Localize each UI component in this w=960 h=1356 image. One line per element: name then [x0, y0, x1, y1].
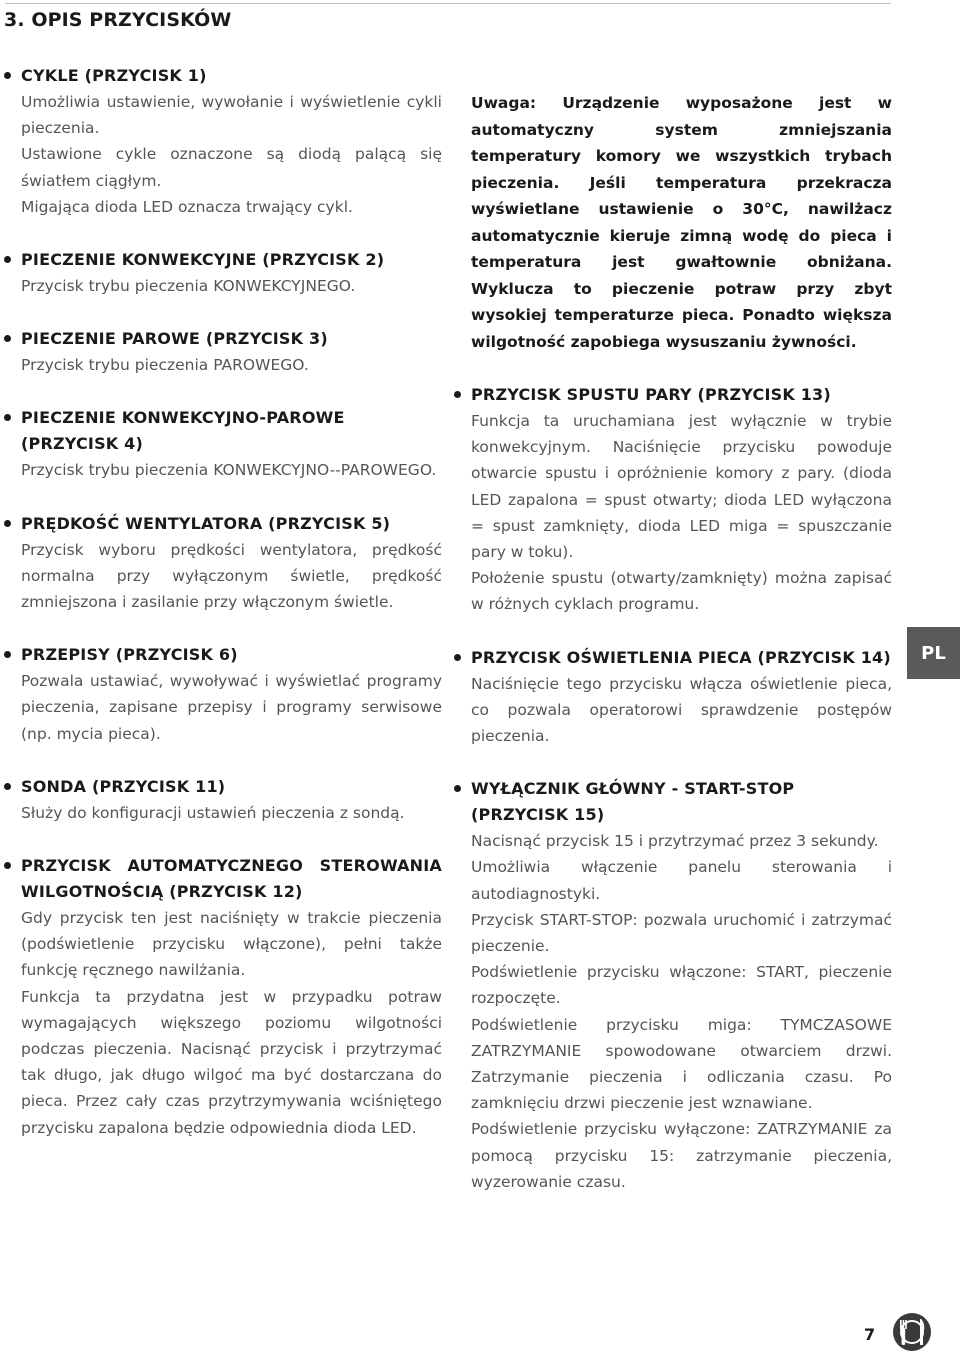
item-text: Umożliwia ustawienie, wywołanie i wyświetlenie cykli pieczenia.: [21, 93, 442, 138]
item-konwekcyjne: [4, 247, 442, 299]
item-text: Przycisk START-STOP: pozwala uruchomić i zatrzymać pieczenie.: [471, 910, 892, 956]
item-text: Podświetlenie przycisku miga: TYMCZASOWE ZATRZYMANIE spowodowane otwarciem drzwi. Zatrzymanie pieczenia i odliczania czasu. Po zamknięciu drzwi pieczenie jest wznawiane.: [471, 1015, 892, 1113]
item-title: PRZYCISK OŚWIETLENIA PIECA (PRZYCISK 14): [471, 647, 891, 667]
item-sonda: [4, 774, 442, 826]
item-text: Pozwala ustawiać, wywoływać i wyświetlać programy pieczenia, zapisane przepisy i programy serwisowe (np. mycia pieca).: [21, 672, 442, 743]
item-wentylator: [4, 511, 442, 616]
item-text: Gdy przycisk ten jest naciśnięty w trakcie pieczenia (podświetlenie przycisku włączone), pełni także funkcję ręcznego nawilżania.: [21, 909, 442, 980]
item-title: PIECZENIE KONWEKCYJNO-PAROWE (PRZYCISK 4): [21, 408, 345, 454]
item-start-stop: [454, 776, 892, 1195]
item-text: Funkcja ta uruchamiana jest wyłącznie w trybie konwekcyjnym. Naciśnięcie przycisku powoduje otwarcie spustu i opróżnienie komory z pary. (dioda LED zapalona = spust otwarty; dioda LED wyłączona = spust zamknięty, dioda LED miga = spuszczanie pary w toku).: [471, 412, 892, 562]
bullet-dot-icon: [4, 414, 11, 421]
page-number: 7: [864, 1325, 876, 1344]
item-title: PIECZENIE KONWEKCYJNE (PRZYCISK 2): [21, 250, 385, 270]
item-text: Ustawione cykle oznaczone są diodą palącą się światłem ciągłym.: [21, 145, 442, 190]
item-title: WYŁĄCZNIK GŁÓWNY - START-STOP (PRZYCISK 15): [471, 779, 795, 825]
item-text: Przycisk trybu pieczenia KONWEKCYJNO--PAROWEGO.: [21, 461, 437, 480]
item-spust-pary: [454, 382, 892, 618]
item-oswietlenie: [454, 645, 892, 750]
bullet-dot-icon: [4, 651, 11, 658]
warning-note: Uwaga: Urządzenie wyposażone jest w automatyczny system zmniejszania temperatury komory we wszystkich trybach pieczenia. Jeśli temperatura przekracza wyświetlane ustawienie o 30°C, nawilżacz automatycznie kieruje zimną wodę do pieca i temperatura jest gwałtownie obniżana. Wyklucza to pieczenie potraw przy zbyt wysokiej temperaturze pieca. Ponadto większa wilgotność zapobiega wysuszaniu żywności.: [471, 94, 892, 351]
item-title: CYKLE (PRZYCISK 1): [21, 66, 207, 85]
bullet-dot-icon: [4, 335, 11, 342]
item-text: Położenie spustu (otwarty/zamknięty) można zapisać w różnych cyklach programu.: [471, 569, 892, 614]
item-text: Podświetlenie przycisku włączone: START, pieczenie rozpoczęte.: [471, 963, 892, 1008]
bullet-dot-icon: [4, 862, 11, 869]
item-text: Przycisk trybu pieczenia KONWEKCYJNEGO.: [21, 277, 356, 296]
item-text: Umożliwia włączenie panelu sterowania i autodiagnostyki.: [471, 858, 892, 903]
item-text: Funkcja ta przydatna jest w przypadku potraw wymagających większego poziomu wilgotności podczas pieczenia. Nacisnąć przycisk i przytrzymać tak długo, jak długo wilgoć ma być dostarczana do pieca. Przez cały czas przytrzymywania wciśniętego przycisku zapalona będzie odpowiednia dioda LED.: [21, 987, 442, 1137]
language-tab: PL: [907, 627, 960, 679]
item-text: Naciśnięcie tego przycisku włącza oświetlenie pieca, co pozwala operatorowi sprawdzenie postępów pieczenia.: [471, 674, 892, 746]
left-column: [4, 63, 442, 1141]
bullet-dot-icon: [454, 654, 461, 661]
right-column: [454, 90, 892, 1195]
item-konwekcyjno-parowe: [4, 405, 442, 483]
item-title: PIECZENIE PAROWE (PRZYCISK 3): [21, 329, 328, 349]
item-wilgotnosc: [4, 853, 442, 1141]
bullet-dot-icon: [454, 391, 461, 398]
item-title: PRĘDKOŚĆ WENTYLATORA (PRZYCISK 5): [21, 513, 391, 533]
item-text: Przycisk wyboru prędkości wentylatora, prędkość normalna przy wyłączonym świetle, prędkość zmniejszona i zasilanie przy włączonym świetle.: [21, 540, 442, 612]
item-parowe: [4, 326, 442, 378]
section-heading: 3. OPIS PRZYCISKÓW: [4, 9, 232, 31]
item-title: PRZYCISK AUTOMATYCZNEGO STEROWANIA WILGOTNOŚCIĄ (PRZYCISK 12): [21, 856, 442, 902]
item-text: Przycisk trybu pieczenia PAROWEGO.: [21, 356, 309, 375]
item-text: Migająca dioda LED oznacza trwający cykl.: [21, 197, 353, 216]
top-rule: [5, 3, 891, 4]
fork-knife-plate-icon: [892, 1312, 932, 1352]
item-przepisy: [4, 642, 442, 747]
item-text: Służy do konfiguracji ustawień pieczenia z sondą.: [21, 803, 405, 822]
bullet-dot-icon: [4, 520, 11, 527]
bullet-dot-icon: [4, 72, 11, 79]
item-title: PRZEPISY (PRZYCISK 6): [21, 645, 238, 665]
bullet-dot-icon: [4, 256, 11, 263]
item-text: Nacisnąć przycisk 15 i przytrzymać przez 3 sekundy.: [471, 832, 879, 851]
item-title: PRZYCISK SPUSTU PARY (PRZYCISK 13): [471, 385, 831, 404]
item-title: SONDA (PRZYCISK 11): [21, 776, 226, 796]
item-text: Podświetlenie przycisku wyłączone: ZATRZYMANIE za pomocą przycisku 15: zatrzymanie pieczenia, wyzerowanie czasu.: [471, 1120, 892, 1191]
item-cykle: [4, 63, 442, 220]
bullet-dot-icon: [4, 783, 11, 790]
bullet-dot-icon: [454, 785, 461, 792]
